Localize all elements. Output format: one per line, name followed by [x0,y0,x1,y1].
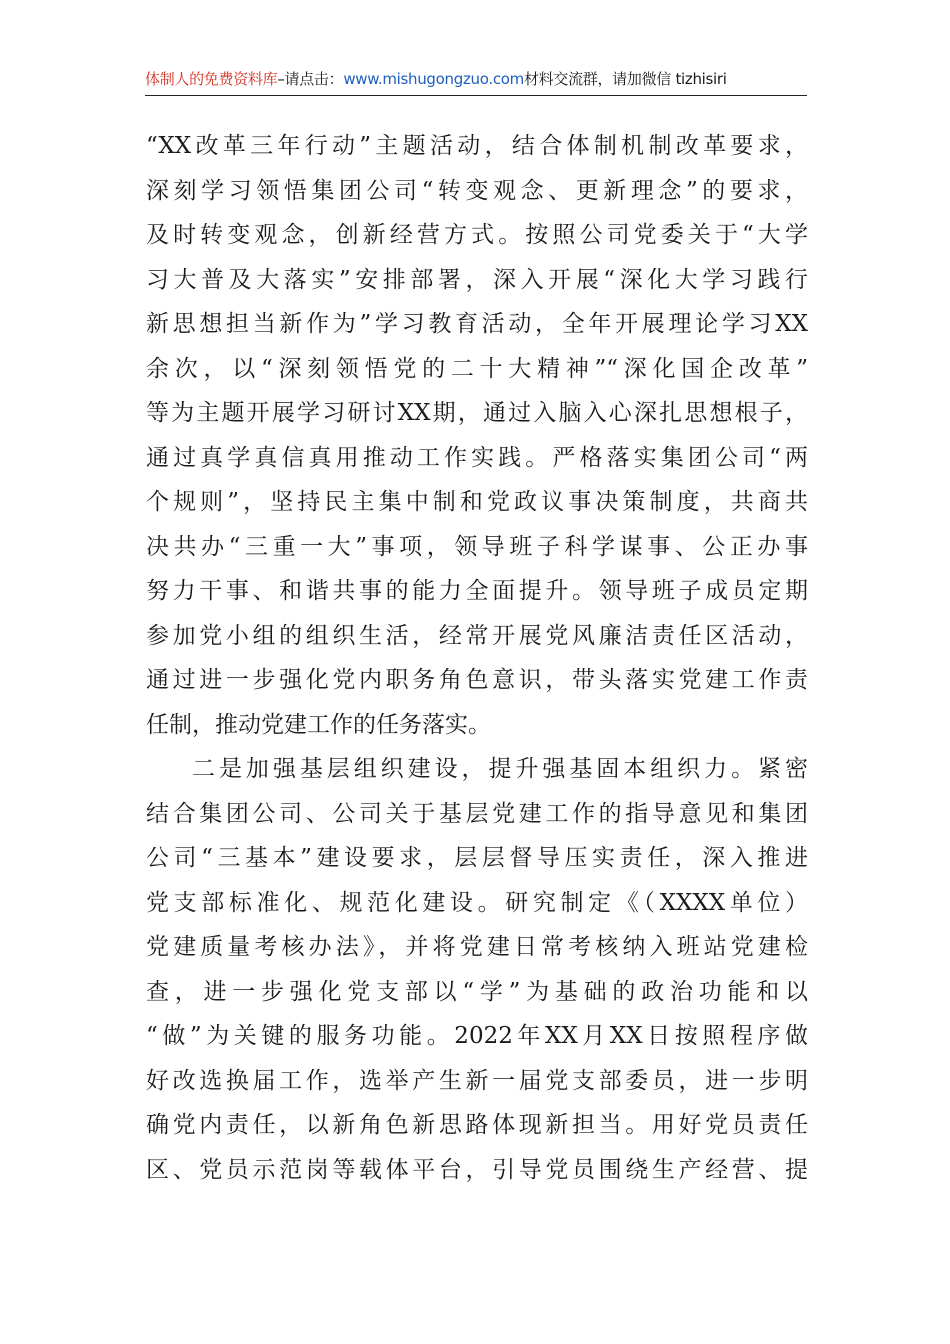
text-line: “XX改革三年行动”主题活动，结合体制机制改革要求， [146,133,808,159]
text-line: 决共办“三重一大”事项，领导班子科学谋事、公正办事 [146,533,808,560]
text-line: 通过真学真信真用推动工作实践。严格落实集团公司“两 [146,444,808,471]
text-line: 努力干事、和谐共事的能力全面提升。领导班子成员定期 [146,578,808,604]
text-line: 习大普及大落实”安排部署，深入开展“深化大学习践行 [146,266,808,293]
page-header [145,62,807,96]
text-line: “做”为关键的服务功能。2022年XX月XX日按照程序做 [146,1023,808,1049]
header-link[interactable]: www.mishugongzuo.com [343,70,524,88]
header-prompt: –请点击： [277,70,344,88]
document-body [146,124,808,1192]
text-line: 深刻学习领悟集团公司“转变观念、更新理念”的要求， [146,177,808,204]
text-line: 及时转变观念，创新经营方式。按照公司党委关于“大学 [146,222,808,248]
text-line: 党建质量考核办法》，并将党建日常考核纳入班站党建检 [146,934,808,960]
text-line: 参加党小组的组织生活，经常开展党风廉洁责任区活动， [146,622,808,649]
text-line: 公司“三基本”建设要求，层层督导压实责任，深入推进 [146,845,808,871]
text-line: 查，进一步强化党支部以“学”为基础的政治功能和以 [146,978,808,1005]
text-line: 区、党员示范岗等载体平台，引导党员围绕生产经营、提 [146,1156,808,1183]
text-line: 任制，推动党建工作的任务落实。 [146,711,491,738]
text-line: 等为主题开展学习研讨XX期，通过入脑入心深扎思想根子， [146,400,808,426]
text-line: 结合集团公司、公司关于基层党建工作的指导意见和集团 [146,800,808,827]
paragraph-start-line: 二是加强基层组织建设，提升强基固本组织力。紧密 [192,756,808,782]
text-line: 好改选换届工作，选举产生新一届党支部委员，进一步明 [146,1067,808,1094]
text-line: 余次，以“深刻领悟党的二十大精神”“深化国企改革” [146,355,808,382]
text-line: 确党内责任，以新角色新思路体现新担当。用好党员责任 [146,1112,808,1138]
text-line: 党支部标准化、规范化建设。研究制定《（XXXX单位） [146,889,808,916]
header-brand: 体制人的免费资料库 [145,70,278,88]
text-line: 通过进一步强化党内职务角色意识，带头落实党建工作责 [146,667,808,693]
text-line: 新思想担当新作为”学习教育活动，全年开展理论学习XX [146,311,808,337]
text-line: 个规则”，坚持民主集中制和党政议事决策制度，共商共 [146,489,808,515]
header-contact: 材料交流群，请加微信 tizhisiri [523,70,727,88]
